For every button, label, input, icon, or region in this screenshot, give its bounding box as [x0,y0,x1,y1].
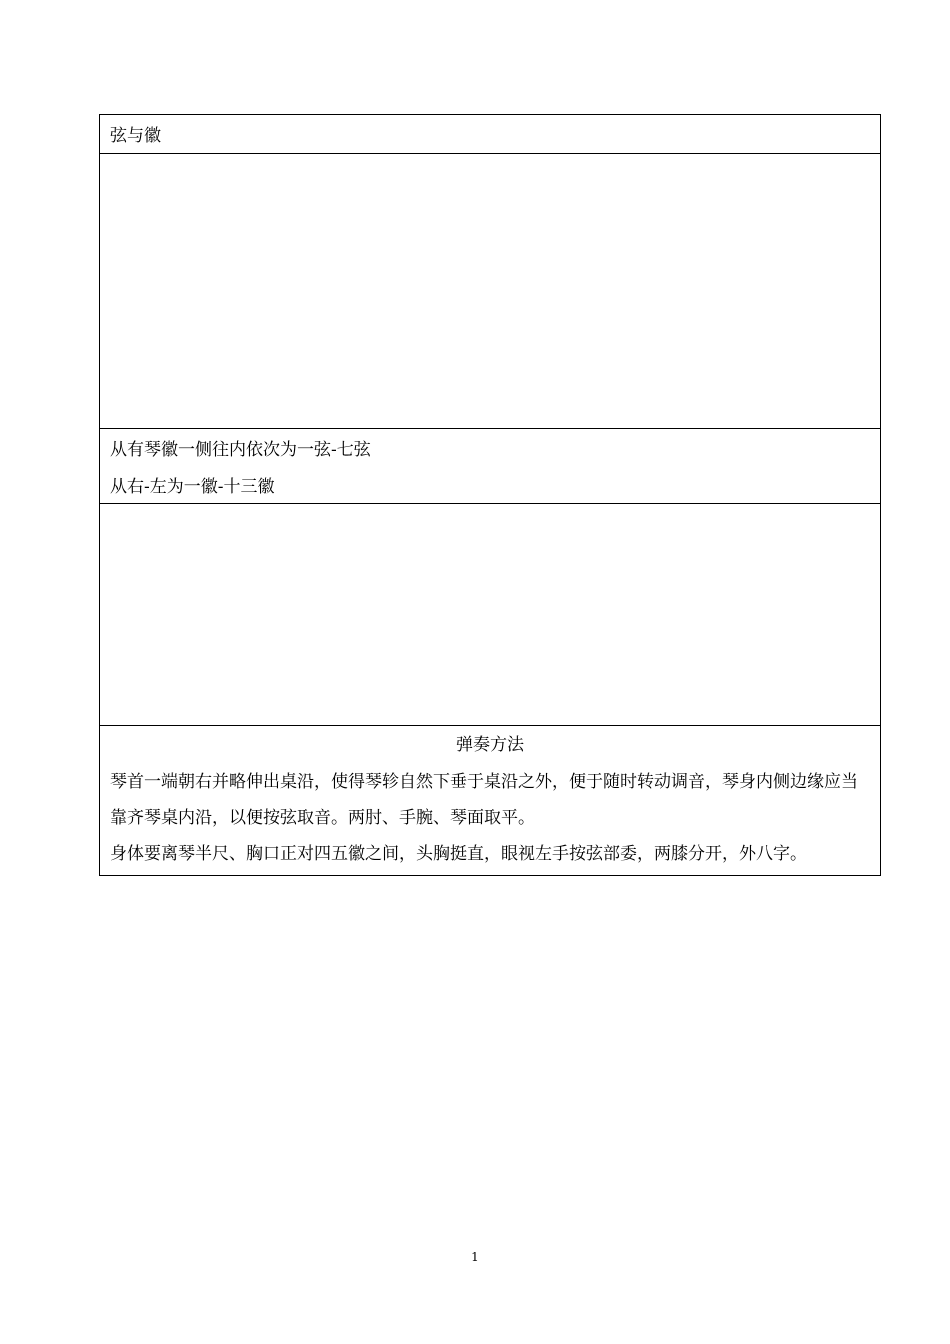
hui-order-text: 从右-左为一徽-十三徽 [110,477,275,497]
playing-method-row [100,725,880,875]
strings-description-row [100,428,880,503]
method-paragraph-body: 身体要离琴半尺、胸口正对四五徽之间，头胸挺直，眼视左手按弦部委，两膝分开，外八字。 [110,844,807,864]
content-table [99,114,881,876]
image-placeholder-cell [100,153,880,428]
section-title: 弦与徽 [110,126,161,146]
method-heading: 弹奏方法 [456,735,524,755]
method-paragraph-posture: 琴首一端朝右并略伸出桌沿，使得琴轸自然下垂于桌沿之外，便于随时转动调音，琴身内侧边缘应当靠齐琴桌内沿，以便按弦取音。两肘、手腕、琴面取平。 [110,772,858,828]
strings-order-text: 从有琴徽一侧往内依次为一弦-七弦 [110,440,371,460]
image-placeholder-cell-2 [100,503,880,725]
section-title-row [100,115,880,153]
page-number: 1 [471,1250,479,1264]
